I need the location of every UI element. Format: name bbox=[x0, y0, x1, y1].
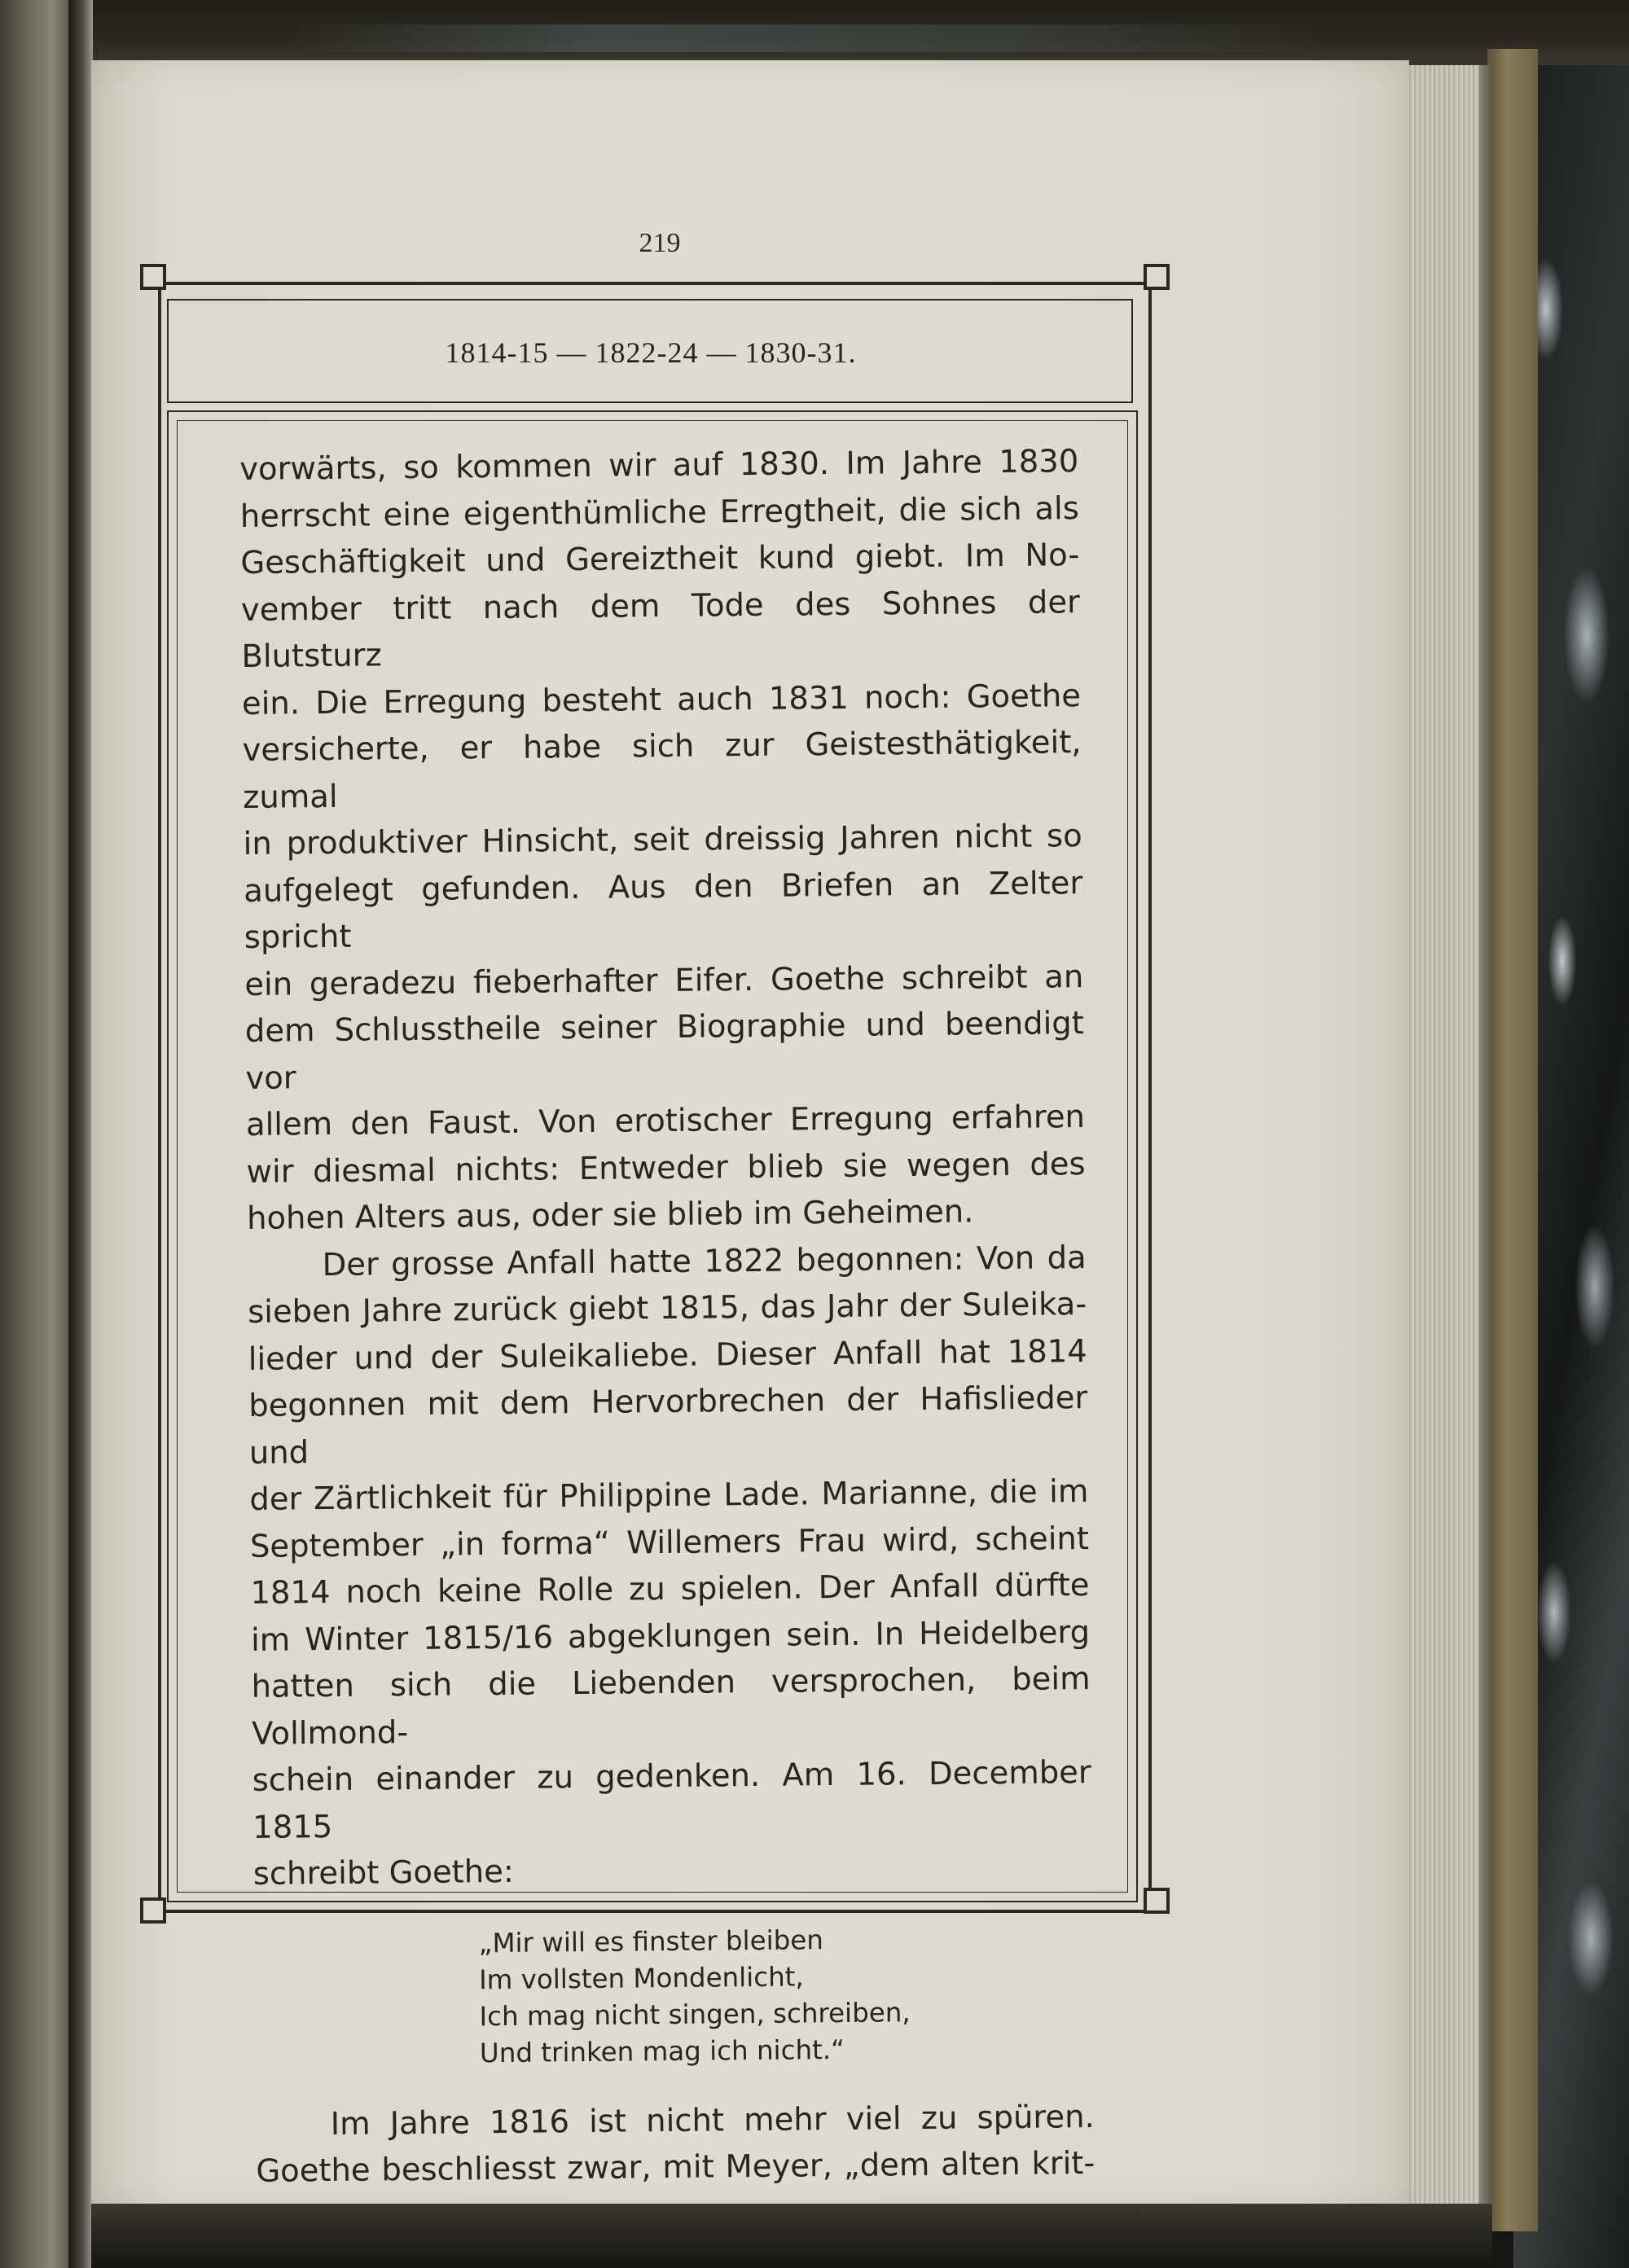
frame-corner-square bbox=[140, 264, 166, 290]
book-cover-top bbox=[0, 0, 1629, 65]
previous-page-edge bbox=[0, 0, 70, 2268]
text-line: Und trinken mag ich nicht.“ bbox=[479, 2033, 845, 2068]
text-line: begonnen mit dem Hervorbrechen der Hafislieder und bbox=[248, 1380, 1088, 1472]
text-line: aufgelegt gefunden. Aus den Briefen an Zelter spricht bbox=[244, 864, 1083, 956]
text-line: Im Jahre 1816 ist nicht mehr viel zu spüren. bbox=[330, 2098, 1095, 2143]
text-line: 1814 noch keine Rolle zu spielen. Der Anfall dürfte bbox=[250, 1567, 1090, 1612]
paragraph bbox=[256, 2094, 1096, 2196]
text-line: herrscht eine eigenthümliche Erregtheit, die sich als bbox=[239, 489, 1079, 535]
text-line: wir diesmal nichts: Entweder blieb sie wegen des bbox=[246, 1145, 1086, 1191]
running-head: 1814-15 — 1822-24 — 1830-31. bbox=[445, 336, 857, 369]
text-line: schreibt Goethe: bbox=[252, 1853, 515, 1893]
text-line: Geschäftigkeit und Gereiztheit kund giebt. Im No- bbox=[240, 537, 1080, 581]
page-bottom-shadow bbox=[91, 2204, 1492, 2268]
frame-corner-square bbox=[140, 1897, 166, 1924]
text-line: allem den Faust. Von erotischer Erregung erfahren bbox=[245, 1099, 1086, 1143]
text-line: der Zärtlichkeit für Philippine Lade. Marianne, die im bbox=[249, 1473, 1089, 1518]
text-line: Der grosse Anfall hatte 1822 begonnen: Von da bbox=[322, 1239, 1087, 1283]
page-stack-edge bbox=[1397, 65, 1491, 2215]
text-line: im Winter 1815/16 abgeklungen sein. In Heidelberg bbox=[250, 1613, 1091, 1659]
text-line: September „in forma“ Willemers Frau wird, scheint bbox=[249, 1520, 1090, 1565]
text-line: lieder und der Suleikaliebe. Dieser Anfall hat 1814 bbox=[248, 1332, 1087, 1378]
text-line: Ich mag nicht singen, schreiben, bbox=[479, 1996, 911, 2032]
text-line: dem Schlusstheile seiner Biographie und beendigt vor bbox=[244, 1005, 1085, 1097]
frame-corner-square bbox=[1144, 1888, 1170, 1914]
frame-corner-square bbox=[1144, 264, 1170, 290]
cover-edge bbox=[1487, 49, 1538, 2231]
text-line: „Mir will es finster bleiben bbox=[478, 1924, 824, 1959]
body-text bbox=[239, 438, 1096, 2195]
text-line: hohen Alters aus, oder sie blieb im Geheimen. bbox=[246, 1193, 974, 1237]
text-line: Goethe beschliesst zwar, mit Meyer, „dem alten krit- bbox=[256, 2145, 1096, 2190]
text-line: ein. Die Erregung besteht auch 1831 noch: Goethe bbox=[241, 677, 1082, 722]
text-line: vorwärts, so kommen wir auf 1830. Im Jahre 1830 bbox=[239, 443, 1079, 488]
text-line: hatten sich die Liebenden versprochen, beim Vollmond- bbox=[251, 1660, 1091, 1753]
text-line: Im vollsten Mondenlicht, bbox=[478, 1960, 804, 1995]
text-line: versicherte, er habe sich zur Geistesthätigkeit, zumal bbox=[242, 724, 1082, 816]
text-line: vember tritt nach dem Tode des Sohnes der Blutsturz bbox=[240, 583, 1081, 675]
text-line: schein einander zu gedenken. Am 16. December 1815 bbox=[252, 1754, 1091, 1846]
book-gutter bbox=[68, 0, 93, 2268]
page-number: 219 bbox=[639, 228, 681, 258]
text-line: sieben Jahre zurück giebt 1815, das Jahr der Suleika- bbox=[247, 1286, 1087, 1331]
paragraph bbox=[239, 438, 1086, 1242]
text-line: in produktiver Hinsicht, seit dreissig Jahren nicht so bbox=[243, 818, 1082, 862]
text-line: ein geradezu fieberhafter Eifer. Goethe schreibt an bbox=[244, 958, 1084, 1003]
paragraph bbox=[247, 1235, 1092, 1898]
poem-quote bbox=[478, 1919, 1094, 2072]
